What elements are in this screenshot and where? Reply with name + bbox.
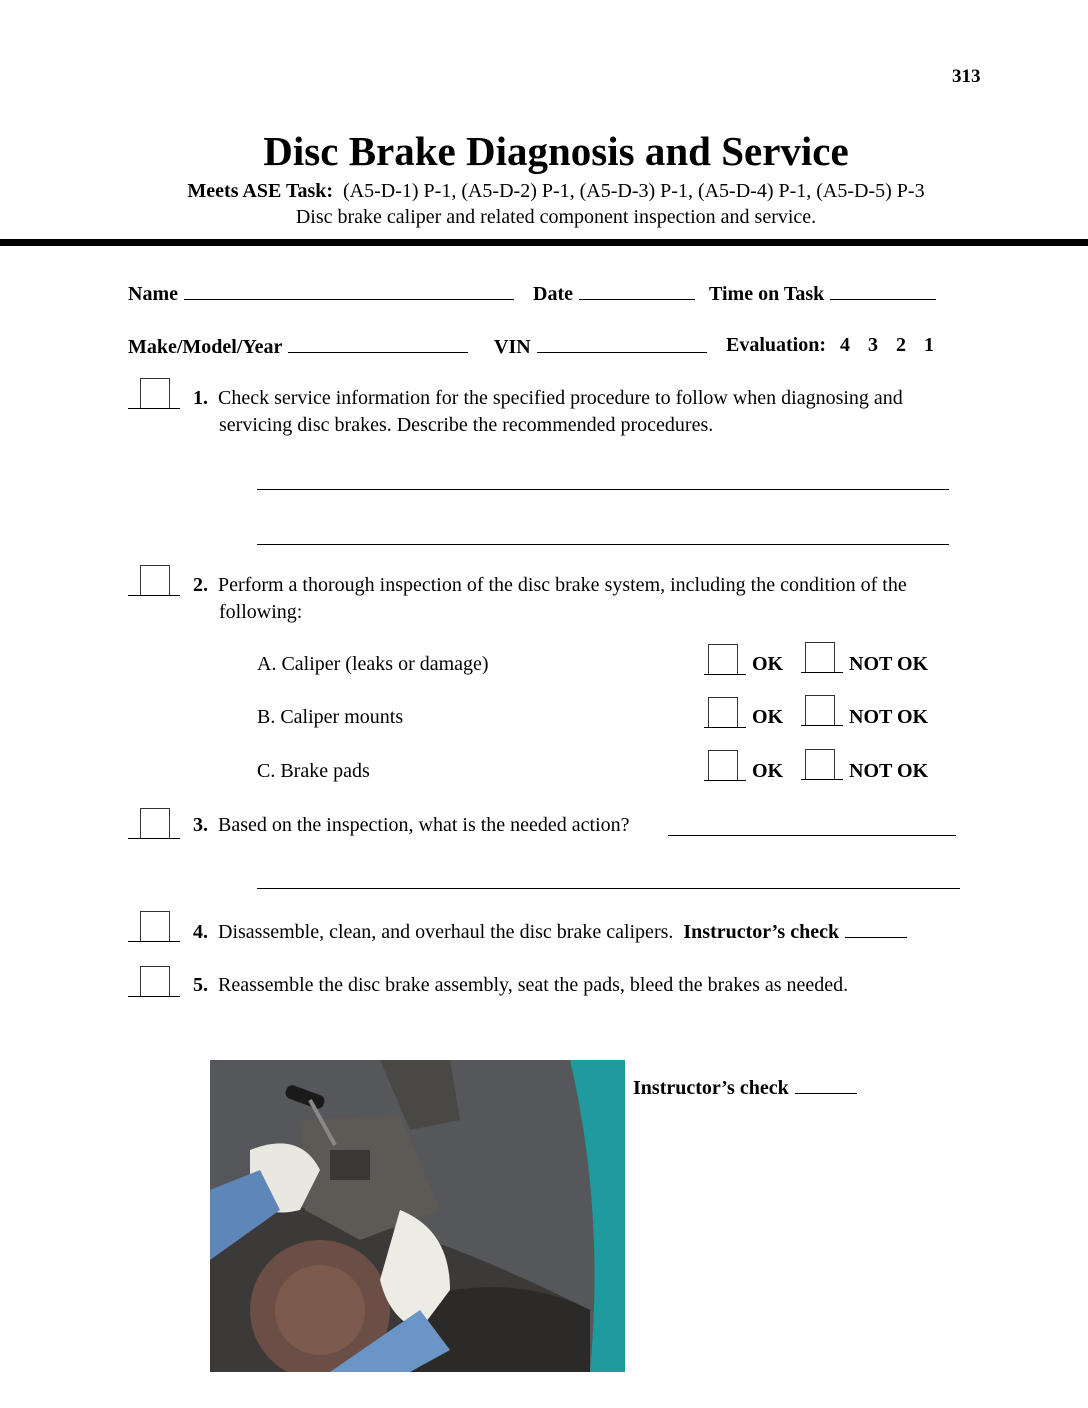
- page-number: 313: [952, 66, 981, 87]
- ase-task-codes: (A5-D-1) P-1, (A5-D-2) P-1, (A5-D-3) P-1, (A5-D-4) P-1, (A5-D-5) P-3: [343, 180, 925, 202]
- not-ok-label: NOT OK: [849, 760, 929, 782]
- time-on-task-field[interactable]: [830, 281, 936, 300]
- caliper-mounts-ok-checkbox[interactable]: [704, 697, 746, 728]
- photo-illustration: [210, 1060, 625, 1372]
- caliper-mounts-not-ok-checkbox[interactable]: [801, 695, 843, 726]
- brake-pads-not-ok-checkbox[interactable]: [801, 749, 843, 780]
- page-title: Disc Brake Diagnosis and Service: [263, 128, 849, 174]
- inspection-item-brake-pads: C. Brake pads: [257, 760, 370, 782]
- vehicle-field-group: [128, 334, 468, 359]
- step-text: Based on the inspection, what is the needed action?: [218, 814, 630, 836]
- step-text: Reassemble the disc brake assembly, seat the pads, bleed the brakes as needed.: [218, 974, 849, 996]
- brake-pads-ok-checkbox[interactable]: [704, 750, 746, 781]
- step-3-answer-line-1[interactable]: [668, 834, 956, 836]
- evaluation-group: [726, 334, 934, 357]
- date-field-group: [533, 281, 695, 306]
- checkbox-icon: [140, 808, 170, 838]
- checkbox-icon: [805, 749, 835, 779]
- checkbox-icon: [805, 642, 835, 672]
- step-number: 5.: [193, 974, 208, 996]
- photo-instructor-check-group: [633, 1075, 857, 1100]
- checkbox-icon: [140, 911, 170, 941]
- checkbox-icon: [140, 565, 170, 595]
- step-3-answer-line-2[interactable]: [257, 887, 960, 889]
- step-2-checkbox[interactable]: [128, 565, 180, 596]
- step-1-checkbox[interactable]: [128, 378, 180, 409]
- step-1-answer-line-1[interactable]: [257, 488, 949, 490]
- step-text-cont: following:: [219, 601, 303, 623]
- evaluation-option-4[interactable]: 4: [840, 334, 851, 356]
- step-text-cont: servicing disc brakes. Describe the recommended procedures.: [219, 414, 714, 436]
- step-2: [193, 572, 973, 626]
- step-1: [193, 385, 963, 439]
- date-field[interactable]: [579, 281, 695, 300]
- step-number: 1.: [193, 387, 208, 409]
- step-4: [193, 919, 907, 946]
- checkbox-icon: [708, 750, 738, 780]
- checkbox-icon: [708, 644, 738, 674]
- name-label: Name: [128, 283, 178, 305]
- checkbox-icon: [140, 378, 170, 408]
- vin-label: VIN: [494, 336, 531, 358]
- step-5: [193, 972, 848, 999]
- not-ok-label: NOT OK: [849, 653, 929, 675]
- step-1-answer-line-2[interactable]: [257, 543, 949, 545]
- evaluation-label: Evaluation:: [726, 334, 827, 356]
- step-5-instructor-check-field[interactable]: [795, 1075, 857, 1094]
- make-model-year-field[interactable]: [288, 334, 468, 353]
- instructor-check-label: Instructor’s check: [683, 921, 840, 943]
- checkbox-icon: [708, 697, 738, 727]
- caliper-ok-checkbox[interactable]: [704, 644, 746, 675]
- ase-task-line: [0, 180, 1088, 203]
- name-field[interactable]: [184, 281, 514, 300]
- caliper-not-ok-checkbox[interactable]: [801, 642, 843, 673]
- checkbox-icon: [805, 695, 835, 725]
- step-4-instructor-check-field[interactable]: [845, 919, 907, 938]
- step-number: 4.: [193, 921, 208, 943]
- ok-label: OK: [752, 760, 784, 782]
- date-label: Date: [533, 283, 573, 305]
- vin-field-group: [494, 334, 707, 359]
- inspection-item-caliper-mounts: B. Caliper mounts: [257, 706, 404, 728]
- make-model-year-label: Make/Model/Year: [128, 336, 283, 358]
- step-number: 2.: [193, 574, 208, 596]
- time-field-group: [709, 281, 936, 306]
- vin-field[interactable]: [537, 334, 707, 353]
- step-4-checkbox[interactable]: [128, 911, 180, 942]
- step-3-checkbox[interactable]: [128, 808, 180, 839]
- evaluation-option-3[interactable]: 3: [868, 334, 879, 356]
- time-on-task-label: Time on Task: [709, 283, 825, 305]
- ok-label: OK: [752, 706, 784, 728]
- step-5-checkbox[interactable]: [128, 966, 180, 997]
- step-text: Perform a thorough inspection of the disc brake system, including the condition of the: [218, 574, 907, 596]
- checkbox-icon: [140, 966, 170, 996]
- step-text: Check service information for the specified procedure to follow when diagnosing and: [218, 387, 903, 409]
- ok-label: OK: [752, 653, 784, 675]
- task-description: Disc brake caliper and related component inspection and service.: [295, 206, 817, 228]
- brake-caliper-photo: [210, 1060, 625, 1372]
- header-divider: [0, 239, 1088, 246]
- instructor-check-label: Instructor’s check: [633, 1077, 789, 1099]
- name-field-group: [128, 281, 514, 306]
- step-number: 3.: [193, 814, 208, 836]
- ase-task-label: Meets ASE Task:: [187, 180, 334, 202]
- evaluation-option-2[interactable]: 2: [896, 334, 907, 356]
- evaluation-option-1[interactable]: 1: [924, 334, 935, 356]
- inspection-item-caliper: A. Caliper (leaks or damage): [257, 653, 489, 675]
- step-3: [193, 812, 630, 839]
- step-text: Disassemble, clean, and overhaul the disc brake calipers.: [218, 921, 674, 943]
- not-ok-label: NOT OK: [849, 706, 929, 728]
